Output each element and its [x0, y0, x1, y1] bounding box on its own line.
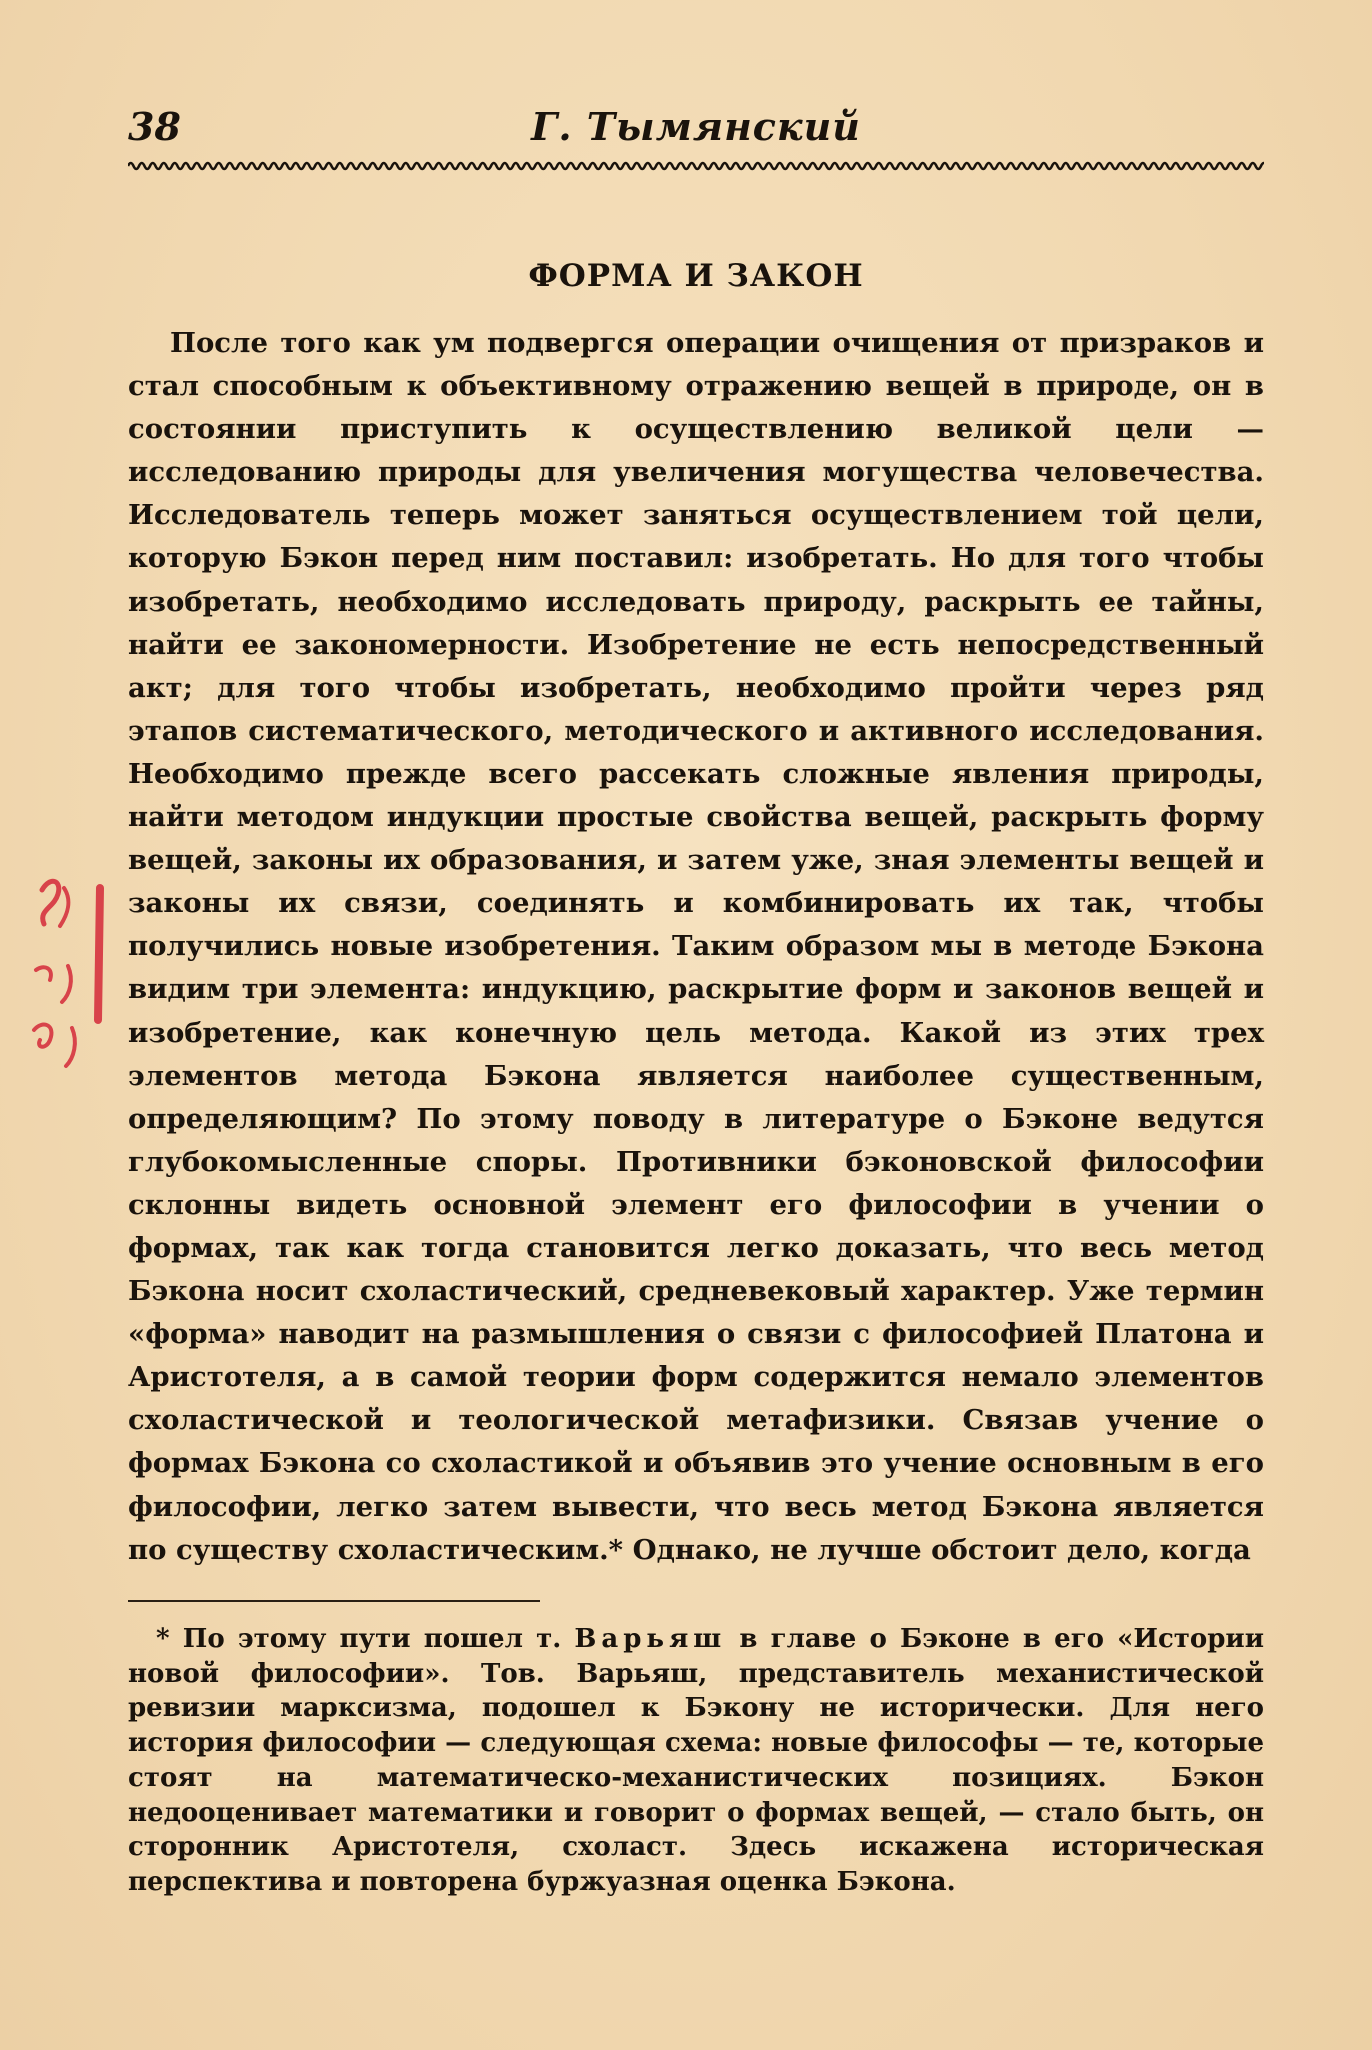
footnote	[128, 1622, 1264, 1900]
handwritten-margin-mark	[28, 870, 108, 1100]
decorative-wavy-rule	[128, 160, 1264, 172]
body-paragraph: После того как ум подвергся операции очищения от призраков и стал способным к объективному отражению вещей в природе, он в состоянии приступить к осуществлению великой цели — исследованию природы для увеличения могущества человечества. Исследователь теперь может заняться осуществлением той цели, которую Бэкон перед ним поставил: изобретать. Но для того чтобы изобретать, необходимо исследовать природу, раскрыть ее тайны, найти ее закономерности. Изобретение не есть непосредственный акт; для того чтобы изобретать, необходимо пройти через ряд этапов систематического, методического и активного исследования. Необходимо прежде всего рассекать сложные явления природы, найти методом индукции простые свойства вещей, раскрыть форму вещей, законы их образования, и затем уже, зная элементы вещей и законы их связи, соединять и комбинировать их так, чтобы получились новые изобретения. Таким образом мы в методе Бэкона видим три элемента: индукцию, раскрытие форм и законов вещей и изобретение, как конечную цель метода. Какой из этих трех элементов метода Бэкона является наиболее существенным, определяющим? По этому поводу в литературе о Бэконе ведутся глубокомысленные споры. Противники бэконовской философии склонны видеть основной элемент его философии в учении о формах, так как тогда становится легко доказать, что весь метод Бэкона носит схоластический, средневековый характер. Уже термин «форма» наводит на размышления о связи с философией Платона и Аристотеля, а в самой теории форм содержится немало элементов схоластической и теологической метафизики. Связав учение о формах Бэкона со схоластикой и объявив это учение основным в его философии, легко затем вывести, что весь метод Бэкона является по существу схоластическим.* Однако, не лучше обстоит дело, когда	[128, 327, 1264, 1566]
footnote-divider	[128, 1600, 540, 1602]
footnote-author-name: Варьяш	[574, 1624, 727, 1654]
page-header	[128, 100, 1264, 160]
page-number: 38	[128, 104, 181, 149]
running-title: Г. Тымянский	[531, 104, 861, 149]
footnote-lead: * По этому пути пошел т.	[156, 1624, 575, 1654]
section-title: ФОРМА И ЗАКОН	[528, 258, 864, 294]
footnote-text: в главе о Бэконе в его «Истории новой философии». Тов. Варьяш, представитель механистической ревизии марксизма, подошел к Бэкону не исторически. Для него история философии — следующая схема: новые философы — те, которые стоят на математическо-механистических позициях. Бэкон недооценивает математики и говорит о формах вещей, — стало быть, он сторонник Аристотеля, схоласт. Здесь искажена историческая перспектива и повторена буржуазная оценка Бэкона.	[128, 1624, 1264, 1897]
